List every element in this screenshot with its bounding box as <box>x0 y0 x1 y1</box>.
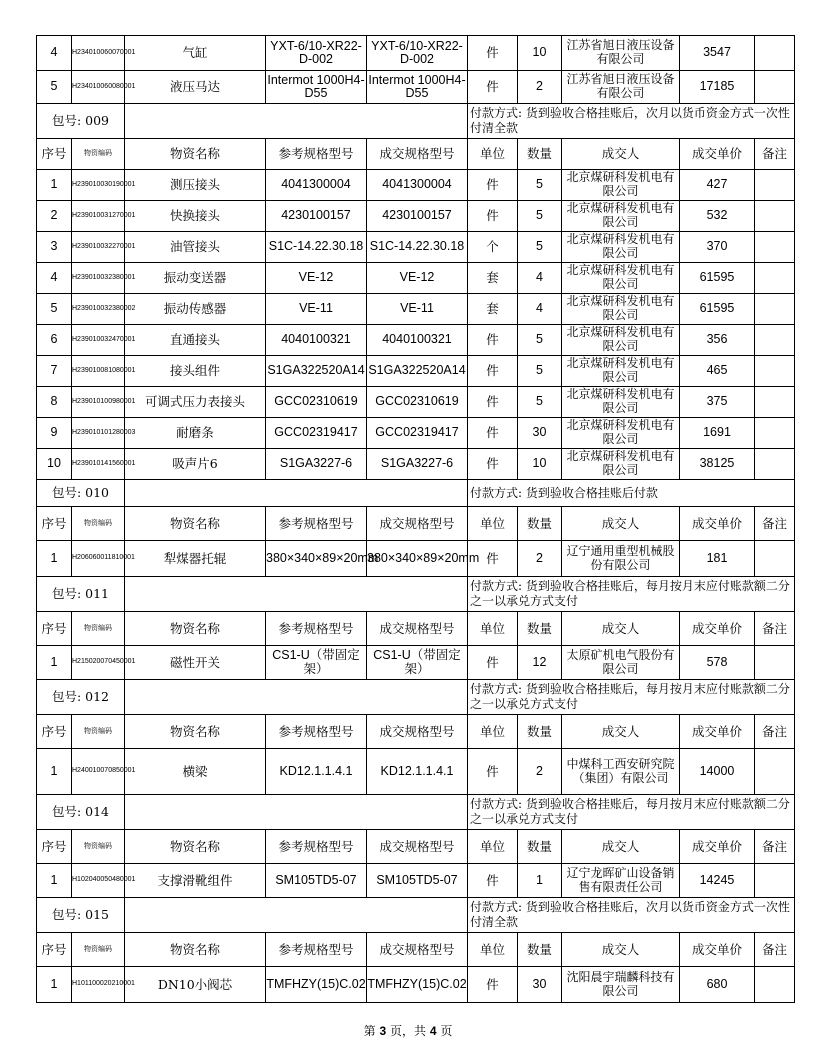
cell-code: H234010060070001 <box>72 36 125 71</box>
cell-ref-spec: CS1-U（带固定架） <box>266 646 367 680</box>
cell-qty: 5 <box>518 325 562 356</box>
table-row <box>37 387 795 418</box>
cell-note <box>755 201 795 232</box>
column-header-price: 成交单价 <box>680 715 755 749</box>
column-header-no: 序号 <box>37 933 72 967</box>
cell-code: H101100020210001 <box>72 967 125 1003</box>
table-header-row <box>37 715 795 749</box>
cell-deal-spec: 4041300004 <box>367 170 468 201</box>
procurement-table <box>36 35 795 1003</box>
column-header-no: 序号 <box>37 830 72 864</box>
cell-code: H239010100980001 <box>72 387 125 418</box>
cell-no: 1 <box>37 749 72 795</box>
cell-deal-spec: YXT-6/10-XR22-D-002 <box>367 36 468 71</box>
cell-name: 测压接头 <box>125 170 266 201</box>
cell-price: 61595 <box>680 294 755 325</box>
cell-unit: 套 <box>468 294 518 325</box>
column-header-price: 成交单价 <box>680 830 755 864</box>
table-row <box>37 967 795 1003</box>
column-header-ref-spec: 参考规格型号 <box>266 933 367 967</box>
footer-pre: 第 <box>363 1024 380 1038</box>
cell-qty: 30 <box>518 418 562 449</box>
cell-note <box>755 387 795 418</box>
cell-name: 耐磨条 <box>125 418 266 449</box>
column-header-note: 备注 <box>755 830 795 864</box>
cell-note <box>755 967 795 1003</box>
table-row <box>37 170 795 201</box>
cell-no: 5 <box>37 71 72 104</box>
column-header-deal-spec: 成交规格型号 <box>367 612 468 646</box>
cell-unit: 个 <box>468 232 518 263</box>
cell-party: 北京煤研科发机电有限公司 <box>562 201 680 232</box>
column-header-deal-spec: 成交规格型号 <box>367 715 468 749</box>
payment-terms: 付款方式: 货到验收合格挂账后，每月按月末应付账款额二分之一以承兑方式支付 <box>468 577 795 612</box>
cell-name: 磁性开关 <box>125 646 266 680</box>
cell-ref-spec: 4041300004 <box>266 170 367 201</box>
cell-qty: 5 <box>518 387 562 418</box>
cell-party: 太原矿机电气股份有限公司 <box>562 646 680 680</box>
cell-qty: 10 <box>518 36 562 71</box>
cell-code: H239010081080001 <box>72 356 125 387</box>
table-row <box>37 201 795 232</box>
column-header-note: 备注 <box>755 139 795 170</box>
cell-price: 1691 <box>680 418 755 449</box>
column-header-unit: 单位 <box>468 715 518 749</box>
column-header-party: 成交人 <box>562 612 680 646</box>
cell-party: 北京煤研科发机电有限公司 <box>562 387 680 418</box>
footer-mid: 页，共 <box>386 1024 430 1038</box>
cell-unit: 件 <box>468 356 518 387</box>
column-header-ref-spec: 参考规格型号 <box>266 139 367 170</box>
cell-ref-spec: 380×340×89×20mm <box>266 541 367 577</box>
package-row <box>37 795 795 830</box>
package-blank <box>125 480 468 507</box>
cell-ref-spec: S1GA3227-6 <box>266 449 367 480</box>
cell-deal-spec: VE-12 <box>367 263 468 294</box>
payment-terms: 付款方式: 货到验收合格挂账后，次月以货币资金方式一次性付清全款 <box>468 898 795 933</box>
cell-code: H102040050480001 <box>72 864 125 898</box>
column-header-price: 成交单价 <box>680 933 755 967</box>
cell-note <box>755 294 795 325</box>
cell-party: 北京煤研科发机电有限公司 <box>562 449 680 480</box>
cell-unit: 件 <box>468 387 518 418</box>
cell-qty: 2 <box>518 541 562 577</box>
cell-price: 375 <box>680 387 755 418</box>
table-header-row <box>37 507 795 541</box>
package-number: 包号: 015 <box>37 898 125 933</box>
column-header-note: 备注 <box>755 507 795 541</box>
cell-price: 181 <box>680 541 755 577</box>
cell-note <box>755 449 795 480</box>
payment-terms: 付款方式: 货到验收合格挂账后付款 <box>468 480 795 507</box>
cell-price: 578 <box>680 646 755 680</box>
cell-deal-spec: S1GA322520A14 <box>367 356 468 387</box>
column-header-ref-spec: 参考规格型号 <box>266 715 367 749</box>
cell-name: 横梁 <box>125 749 266 795</box>
column-header-name: 物资名称 <box>125 715 266 749</box>
cell-name: 支撑滑靴组件 <box>125 864 266 898</box>
cell-ref-spec: VE-12 <box>266 263 367 294</box>
table-row <box>37 294 795 325</box>
cell-code: H239010032270001 <box>72 232 125 263</box>
column-header-name: 物资名称 <box>125 507 266 541</box>
table-row <box>37 449 795 480</box>
cell-no: 1 <box>37 967 72 1003</box>
cell-price: 356 <box>680 325 755 356</box>
cell-party: 北京煤研科发机电有限公司 <box>562 418 680 449</box>
cell-party: 北京煤研科发机电有限公司 <box>562 325 680 356</box>
cell-name: 气缸 <box>125 36 266 71</box>
column-header-no: 序号 <box>37 612 72 646</box>
cell-unit: 件 <box>468 170 518 201</box>
column-header-code: 物资编码 <box>72 830 125 864</box>
table-row <box>37 36 795 71</box>
cell-no: 8 <box>37 387 72 418</box>
cell-qty: 2 <box>518 71 562 104</box>
cell-no: 2 <box>37 201 72 232</box>
cell-no: 1 <box>37 541 72 577</box>
column-header-qty: 数量 <box>518 715 562 749</box>
column-header-party: 成交人 <box>562 715 680 749</box>
cell-code: H239010101280003 <box>72 418 125 449</box>
cell-qty: 1 <box>518 864 562 898</box>
cell-no: 6 <box>37 325 72 356</box>
cell-no: 1 <box>37 646 72 680</box>
cell-party: 北京煤研科发机电有限公司 <box>562 170 680 201</box>
cell-deal-spec: Intermot 1000H4-D55 <box>367 71 468 104</box>
table-header-row <box>37 139 795 170</box>
column-header-name: 物资名称 <box>125 612 266 646</box>
cell-qty: 5 <box>518 201 562 232</box>
cell-ref-spec: S1GA322520A14 <box>266 356 367 387</box>
cell-price: 38125 <box>680 449 755 480</box>
cell-ref-spec: SM105TD5-07 <box>266 864 367 898</box>
cell-note <box>755 36 795 71</box>
payment-terms: 付款方式: 货到验收合格挂账后，每月按月末应付账款额二分之一以承兑方式支付 <box>468 795 795 830</box>
cell-note <box>755 325 795 356</box>
cell-price: 465 <box>680 356 755 387</box>
package-blank <box>125 795 468 830</box>
package-blank <box>125 104 468 139</box>
cell-code: H239010031270001 <box>72 201 125 232</box>
cell-price: 3547 <box>680 36 755 71</box>
cell-note <box>755 356 795 387</box>
column-header-ref-spec: 参考规格型号 <box>266 830 367 864</box>
column-header-qty: 数量 <box>518 139 562 170</box>
package-row <box>37 898 795 933</box>
cell-price: 532 <box>680 201 755 232</box>
footer-page-total: 4 <box>429 1024 437 1038</box>
cell-deal-spec: S1C-14.22.30.18 <box>367 232 468 263</box>
column-header-ref-spec: 参考规格型号 <box>266 612 367 646</box>
cell-name: 液压马达 <box>125 71 266 104</box>
package-blank <box>125 680 468 715</box>
cell-price: 370 <box>680 232 755 263</box>
package-row <box>37 104 795 139</box>
column-header-deal-spec: 成交规格型号 <box>367 933 468 967</box>
cell-ref-spec: Intermot 1000H4-D55 <box>266 71 367 104</box>
cell-deal-spec: GCC02319417 <box>367 418 468 449</box>
cell-no: 1 <box>37 170 72 201</box>
table-row <box>37 864 795 898</box>
cell-no: 4 <box>37 263 72 294</box>
cell-unit: 件 <box>468 36 518 71</box>
column-header-party: 成交人 <box>562 830 680 864</box>
cell-note <box>755 71 795 104</box>
cell-ref-spec: YXT-6/10-XR22-D-002 <box>266 36 367 71</box>
cell-deal-spec: TMFHZY(15)C.02 <box>367 967 468 1003</box>
column-header-price: 成交单价 <box>680 612 755 646</box>
cell-unit: 套 <box>468 263 518 294</box>
table-row <box>37 356 795 387</box>
column-header-code: 物资编码 <box>72 139 125 170</box>
column-header-no: 序号 <box>37 715 72 749</box>
cell-ref-spec: KD12.1.1.4.1 <box>266 749 367 795</box>
cell-unit: 件 <box>468 864 518 898</box>
cell-party: 辽宁龙晖矿山设备销售有限责任公司 <box>562 864 680 898</box>
cell-name: 振动传感器 <box>125 294 266 325</box>
cell-price: 14245 <box>680 864 755 898</box>
payment-terms: 付款方式: 货到验收合格挂账后，每月按月末应付账款额二分之一以承兑方式支付 <box>468 680 795 715</box>
cell-qty: 10 <box>518 449 562 480</box>
cell-qty: 5 <box>518 356 562 387</box>
cell-ref-spec: 4040100321 <box>266 325 367 356</box>
column-header-code: 物资编码 <box>72 612 125 646</box>
column-header-unit: 单位 <box>468 507 518 541</box>
cell-ref-spec: GCC02310619 <box>266 387 367 418</box>
cell-code: H240010070850001 <box>72 749 125 795</box>
column-header-name: 物资名称 <box>125 830 266 864</box>
column-header-unit: 单位 <box>468 933 518 967</box>
package-row <box>37 577 795 612</box>
package-number: 包号: 012 <box>37 680 125 715</box>
cell-code: H239010141560001 <box>72 449 125 480</box>
package-blank <box>125 577 468 612</box>
column-header-note: 备注 <box>755 933 795 967</box>
cell-qty: 5 <box>518 170 562 201</box>
cell-deal-spec: S1GA3227-6 <box>367 449 468 480</box>
cell-note <box>755 541 795 577</box>
cell-party: 北京煤研科发机电有限公司 <box>562 232 680 263</box>
column-header-price: 成交单价 <box>680 507 755 541</box>
cell-qty: 30 <box>518 967 562 1003</box>
column-header-name: 物资名称 <box>125 933 266 967</box>
column-header-note: 备注 <box>755 612 795 646</box>
package-number: 包号: 010 <box>37 480 125 507</box>
column-header-qty: 数量 <box>518 933 562 967</box>
column-header-no: 序号 <box>37 507 72 541</box>
cell-note <box>755 749 795 795</box>
column-header-unit: 单位 <box>468 830 518 864</box>
cell-name: 接头组件 <box>125 356 266 387</box>
cell-name: 吸声片6 <box>125 449 266 480</box>
cell-price: 680 <box>680 967 755 1003</box>
cell-party: 北京煤研科发机电有限公司 <box>562 294 680 325</box>
column-header-note: 备注 <box>755 715 795 749</box>
cell-note <box>755 232 795 263</box>
footer-page-number: 3 <box>379 1024 387 1038</box>
column-header-deal-spec: 成交规格型号 <box>367 507 468 541</box>
cell-code: H215020070450001 <box>72 646 125 680</box>
cell-no: 5 <box>37 294 72 325</box>
column-header-price: 成交单价 <box>680 139 755 170</box>
cell-no: 1 <box>37 864 72 898</box>
cell-unit: 件 <box>468 967 518 1003</box>
cell-no: 4 <box>37 36 72 71</box>
cell-price: 17185 <box>680 71 755 104</box>
cell-ref-spec: S1C-14.22.30.18 <box>266 232 367 263</box>
cell-no: 3 <box>37 232 72 263</box>
cell-party: 辽宁通用重型机械股份有限公司 <box>562 541 680 577</box>
cell-deal-spec: VE-11 <box>367 294 468 325</box>
footer-post: 页 <box>436 1024 453 1038</box>
cell-deal-spec: SM105TD5-07 <box>367 864 468 898</box>
table-row <box>37 325 795 356</box>
cell-note <box>755 418 795 449</box>
cell-ref-spec: 4230100157 <box>266 201 367 232</box>
cell-ref-spec: TMFHZY(15)C.02 <box>266 967 367 1003</box>
payment-terms: 付款方式: 货到验收合格挂账后，次月以货币资金方式一次性付清全款 <box>468 104 795 139</box>
package-number: 包号: 011 <box>37 577 125 612</box>
cell-deal-spec: CS1-U（带固定架） <box>367 646 468 680</box>
column-header-qty: 数量 <box>518 830 562 864</box>
cell-unit: 件 <box>468 449 518 480</box>
column-header-party: 成交人 <box>562 933 680 967</box>
cell-party: 北京煤研科发机电有限公司 <box>562 356 680 387</box>
cell-party: 中煤科工西安研究院（集团）有限公司 <box>562 749 680 795</box>
column-header-no: 序号 <box>37 139 72 170</box>
table-row <box>37 71 795 104</box>
column-header-deal-spec: 成交规格型号 <box>367 830 468 864</box>
cell-price: 14000 <box>680 749 755 795</box>
table-row <box>37 418 795 449</box>
cell-qty: 4 <box>518 294 562 325</box>
cell-party: 沈阳晨宇瑞麟科技有限公司 <box>562 967 680 1003</box>
package-row <box>37 480 795 507</box>
cell-code: H239010032380001 <box>72 263 125 294</box>
cell-deal-spec: 4040100321 <box>367 325 468 356</box>
table-row <box>37 232 795 263</box>
table-header-row <box>37 933 795 967</box>
table-row <box>37 749 795 795</box>
cell-code: H206060011810001 <box>72 541 125 577</box>
cell-code: H239010030190001 <box>72 170 125 201</box>
column-header-code: 物资编码 <box>72 715 125 749</box>
cell-no: 7 <box>37 356 72 387</box>
package-row <box>37 680 795 715</box>
cell-unit: 件 <box>468 325 518 356</box>
package-number: 包号: 014 <box>37 795 125 830</box>
column-header-unit: 单位 <box>468 139 518 170</box>
column-header-name: 物资名称 <box>125 139 266 170</box>
cell-note <box>755 263 795 294</box>
procurement-result-document <box>36 35 794 1003</box>
column-header-unit: 单位 <box>468 612 518 646</box>
cell-unit: 件 <box>468 71 518 104</box>
column-header-code: 物资编码 <box>72 933 125 967</box>
cell-code: H239010032380002 <box>72 294 125 325</box>
cell-unit: 件 <box>468 418 518 449</box>
cell-name: 快换接头 <box>125 201 266 232</box>
column-header-ref-spec: 参考规格型号 <box>266 507 367 541</box>
cell-party: 江苏省旭日液压设备有限公司 <box>562 71 680 104</box>
cell-name: 犁煤器托辊 <box>125 541 266 577</box>
cell-price: 427 <box>680 170 755 201</box>
package-number: 包号: 009 <box>37 104 125 139</box>
cell-code: H234010060080001 <box>72 71 125 104</box>
cell-name: 油管接头 <box>125 232 266 263</box>
cell-unit: 件 <box>468 749 518 795</box>
table-row <box>37 263 795 294</box>
cell-qty: 5 <box>518 232 562 263</box>
cell-deal-spec: 4230100157 <box>367 201 468 232</box>
cell-name: 可调式压力表接头 <box>125 387 266 418</box>
cell-price: 61595 <box>680 263 755 294</box>
column-header-qty: 数量 <box>518 612 562 646</box>
column-header-party: 成交人 <box>562 507 680 541</box>
cell-name: 振动变送器 <box>125 263 266 294</box>
cell-qty: 4 <box>518 263 562 294</box>
cell-party: 北京煤研科发机电有限公司 <box>562 263 680 294</box>
cell-code: H239010032470001 <box>72 325 125 356</box>
table-row <box>37 541 795 577</box>
page-footer <box>0 1022 816 1039</box>
cell-ref-spec: GCC02319417 <box>266 418 367 449</box>
cell-no: 9 <box>37 418 72 449</box>
cell-deal-spec: KD12.1.1.4.1 <box>367 749 468 795</box>
cell-qty: 2 <box>518 749 562 795</box>
cell-unit: 件 <box>468 541 518 577</box>
column-header-code: 物资编码 <box>72 507 125 541</box>
column-header-qty: 数量 <box>518 507 562 541</box>
cell-unit: 件 <box>468 646 518 680</box>
cell-party: 江苏省旭日液压设备有限公司 <box>562 36 680 71</box>
cell-deal-spec: 380×340×89×20mm <box>367 541 468 577</box>
table-header-row <box>37 830 795 864</box>
column-header-deal-spec: 成交规格型号 <box>367 139 468 170</box>
cell-note <box>755 646 795 680</box>
cell-name: 直通接头 <box>125 325 266 356</box>
package-blank <box>125 898 468 933</box>
cell-no: 10 <box>37 449 72 480</box>
cell-deal-spec: GCC02310619 <box>367 387 468 418</box>
cell-note <box>755 864 795 898</box>
column-header-party: 成交人 <box>562 139 680 170</box>
cell-note <box>755 170 795 201</box>
table-header-row <box>37 612 795 646</box>
cell-ref-spec: VE-11 <box>266 294 367 325</box>
cell-name: DN10小阀芯 <box>125 967 266 1003</box>
cell-unit: 件 <box>468 201 518 232</box>
cell-qty: 12 <box>518 646 562 680</box>
table-row <box>37 646 795 680</box>
